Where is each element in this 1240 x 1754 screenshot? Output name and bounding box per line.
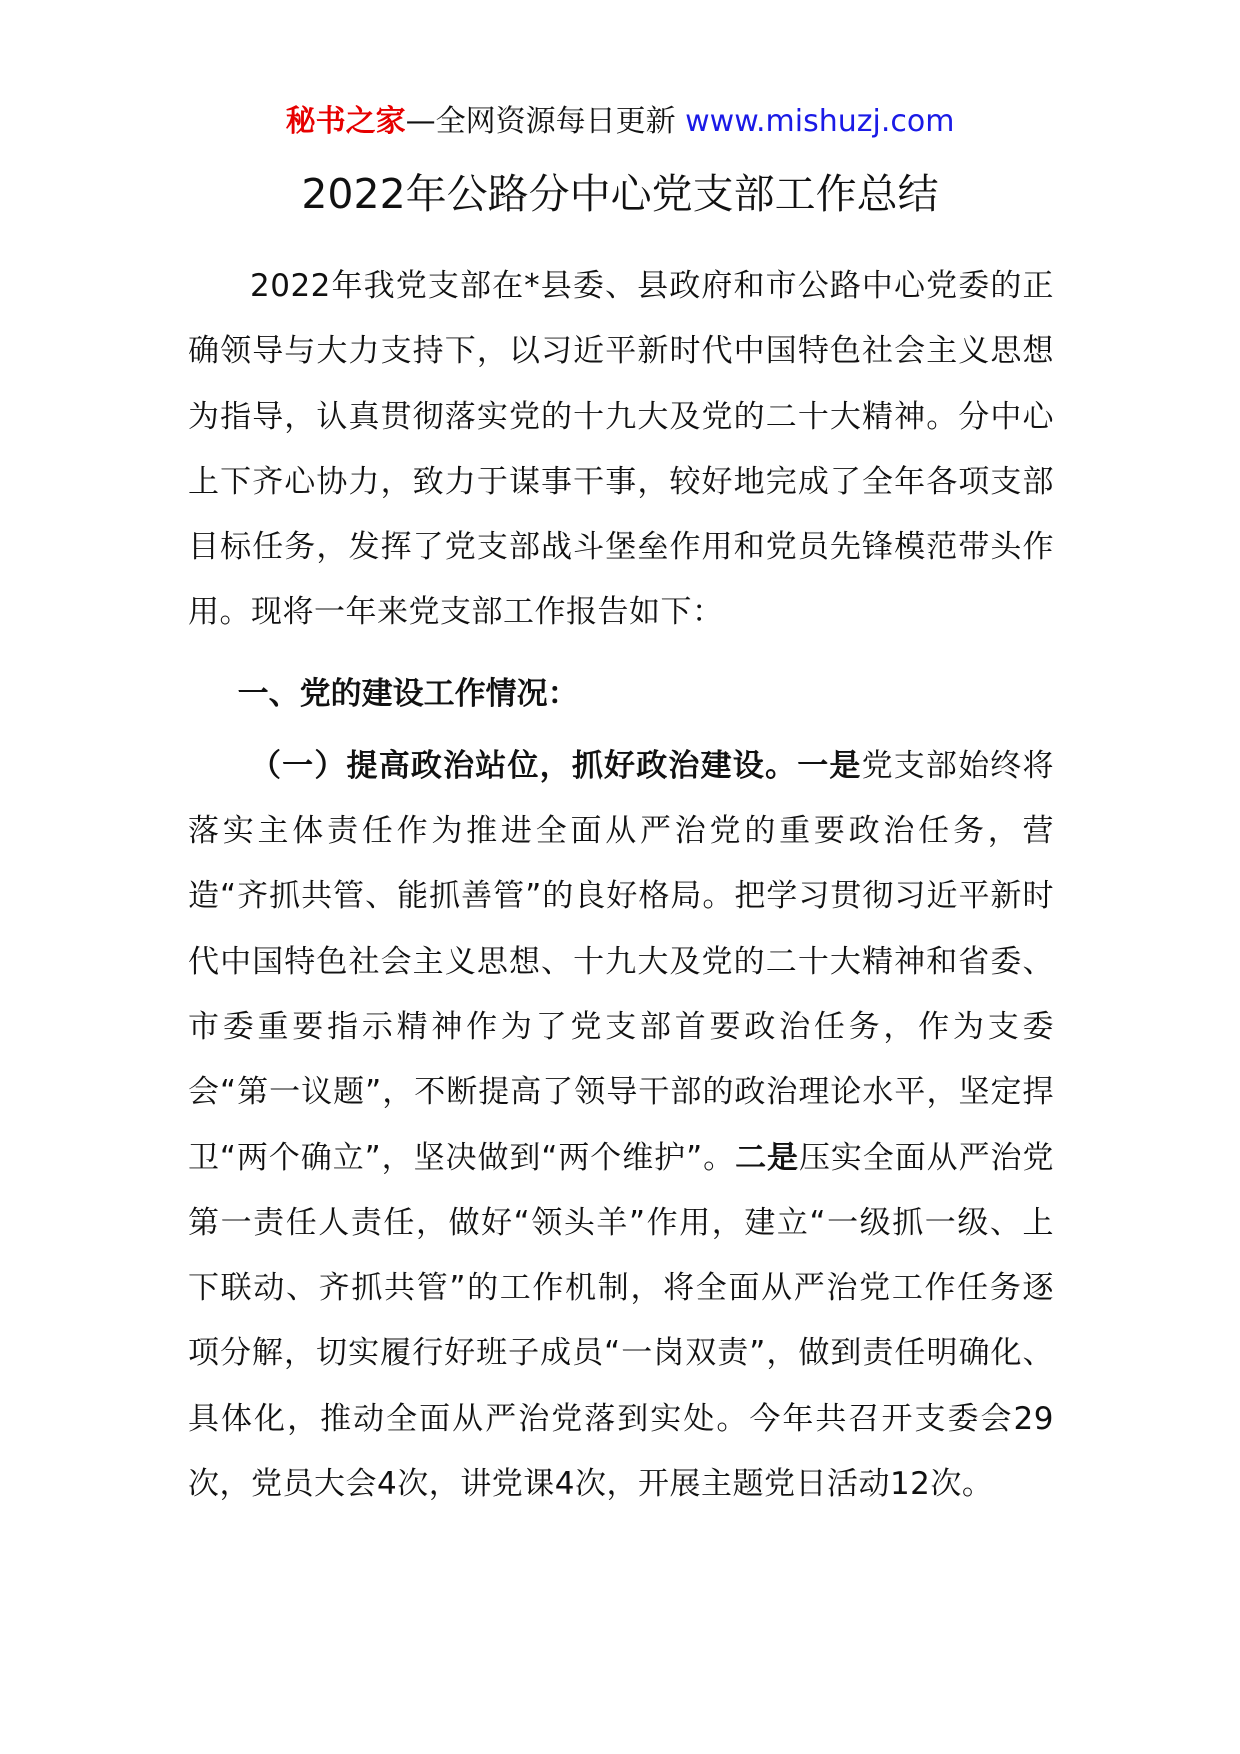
site-url-link[interactable]: www.mishuzj.com (685, 104, 955, 139)
document-body (188, 254, 1054, 1517)
site-header (0, 100, 1240, 144)
brand-name: 秘书之家 (285, 104, 406, 139)
header-slogan: —全网资源每日更新 (405, 104, 676, 139)
document-title: 2022年公路分中心党支部工作总结 (301, 170, 939, 218)
intro-paragraph: 2022年我党支部在*县委、县政府和市公路中心党委的正确领导与大力支持下，以习近平新时代中国特色社会主义思想为指导，认真贯彻落实党的十九大及党的二十大精神。分中心上下齐心协力，致力于谋事干事，较好地完成了全年各项支部目标任务，发挥了党支部战斗堡垒作用和党员先锋模范带头作用。现将一年来党支部工作报告如下： (188, 268, 1054, 631)
point-text: 党支部始终将落实主体责任作为推进全面从严治党的重要政治任务，营造“齐抓共管、能抓善管”的良好格局。把学习贯彻习近平新时代中国特色社会主义思想、十九大及党的二十大精神和省委、市委重要指示精神作为了党支部首要政治任务，作为支委会“第一议题”，不断提高了领导干部的政治理论水平，坚定捍卫“两个确立”，坚决做到“两个维护”。 (188, 747, 1054, 1176)
point-label: 一是 (797, 747, 862, 784)
section-heading: 一、党的建设工作情况： (237, 675, 579, 712)
point-label: 二是 (735, 1139, 799, 1176)
subsection-paragraph (188, 734, 1054, 1518)
subsection-heading: （一）提高政治站位，抓好政治建设。 (250, 747, 798, 784)
point-text: 压实全面从严治党第一责任人责任，做好“领头羊”作用，建立“一级抓一级、上下联动、齐抓共管”的工作机制，将全面从严治党工作任务逐项分解，切实履行好班子成员“一岗双责”，做到责任明确化、具体化，推动全面从严治党落到实处。今年共召开支委会29次，党员大会4次，讲党课4次，开展主题党日活动12次。 (188, 1139, 1054, 1503)
